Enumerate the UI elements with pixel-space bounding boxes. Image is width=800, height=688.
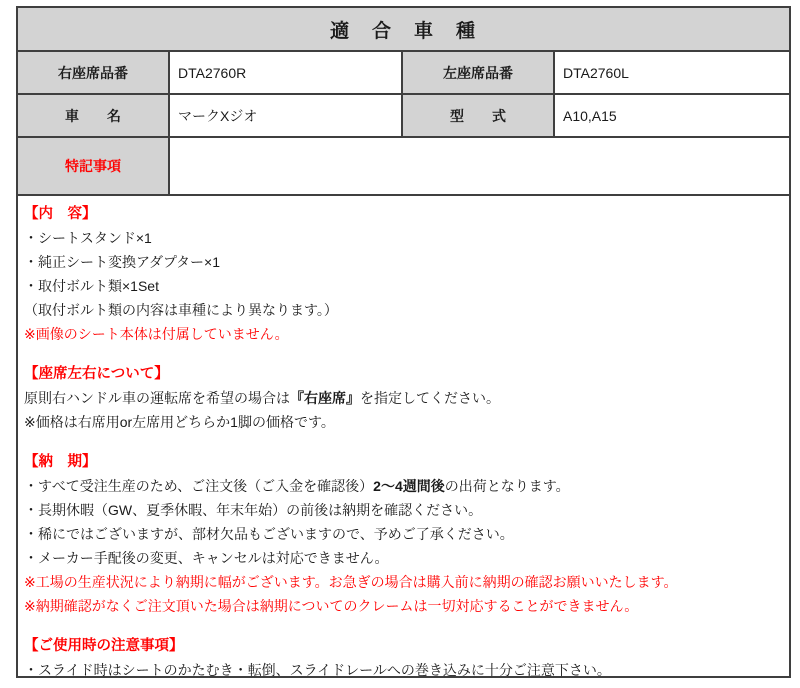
section-line	[24, 658, 783, 682]
text-segment: ・シートスタンド×1	[24, 230, 152, 246]
special-notes-value	[170, 138, 789, 194]
table-row-part-numbers	[18, 52, 789, 95]
text-segment: ・スライド時はシートのかたむき・転倒、スライドレールへの巻き込みに十分ご注意下さい。	[24, 662, 611, 678]
text-segment: ・すべて受注生産のため、ご注文後（ご入金を確認後）	[24, 478, 374, 494]
car-name-value: マークXジオ	[170, 95, 403, 136]
text-segment: の出荷となります。	[444, 478, 570, 494]
notice-section	[24, 450, 783, 618]
notice-section	[24, 362, 783, 434]
right-seat-part-no-label: 右座席品番	[18, 52, 170, 93]
section-line	[24, 474, 783, 498]
text-segment: ※工場の生産状況により納期に幅がございます。お急ぎの場合は購入前に納期の確認お願いいたします。	[24, 574, 678, 590]
special-notes-label: 特記事項	[18, 138, 170, 194]
notice-section	[24, 202, 783, 346]
section-heading: 【納 期】	[24, 454, 97, 470]
section-heading: 【ご使用時の注意事項】	[24, 638, 184, 654]
content-sections	[18, 196, 789, 682]
section-line	[24, 522, 783, 546]
text-segment: ・長期休暇（GW、夏季休暇、年末年始）の前後は納期を確認ください。	[24, 502, 483, 518]
section-heading: 【座席左右について】	[24, 366, 169, 382]
section-line	[24, 546, 783, 570]
model-code-value: A10,A15	[555, 95, 789, 136]
section-line	[24, 570, 783, 594]
text-segment: ・稀にではございますが、部材欠品もございますので、予めご了承ください。	[24, 526, 514, 542]
text-segment: ※価格は右席用or左席用どちらか1脚の価格です。	[24, 414, 335, 430]
text-segment: を指定してください。	[360, 390, 500, 406]
section-line	[24, 274, 783, 298]
section-line	[24, 594, 783, 618]
model-code-label: 型 式	[403, 95, 555, 136]
text-segment: （取付ボルト類の内容は車種により異なります。）	[24, 302, 338, 318]
section-line	[24, 250, 783, 274]
left-seat-part-no-label: 左座席品番	[403, 52, 555, 93]
text-segment: ・メーカー手配後の変更、キャンセルは対応できません。	[24, 550, 389, 566]
notice-section	[24, 634, 783, 682]
right-seat-part-no-value: DTA2760R	[170, 52, 403, 93]
section-line	[24, 322, 783, 346]
section-heading: 【内 容】	[24, 206, 97, 222]
text-segment: ※納期確認がなくご注文頂いた場合は納期についてのクレームは一切対応することができません。	[24, 598, 639, 614]
section-line	[24, 298, 783, 322]
table-row-special-notes	[18, 138, 789, 196]
car-name-label: 車 名	[18, 95, 170, 136]
section-line	[24, 226, 783, 250]
text-segment: ※画像のシート本体は付属していません。	[24, 326, 289, 342]
text-segment: ・純正シート変換アダプター×1	[24, 254, 221, 270]
spec-table	[16, 6, 791, 678]
section-line	[24, 498, 783, 522]
emphasized-text: 『右座席』	[290, 390, 360, 406]
section-line	[24, 410, 783, 434]
table-row-car-model	[18, 95, 789, 138]
text-segment: 原則右ハンドル車の運転席を希望の場合は	[24, 390, 290, 406]
left-seat-part-no-value: DTA2760L	[555, 52, 789, 93]
text-segment: ・取付ボルト類×1Set	[24, 278, 159, 294]
section-line	[24, 386, 783, 410]
emphasized-text: 2～4週間後	[373, 478, 445, 494]
page-title: 適 合 車 種	[18, 8, 789, 52]
